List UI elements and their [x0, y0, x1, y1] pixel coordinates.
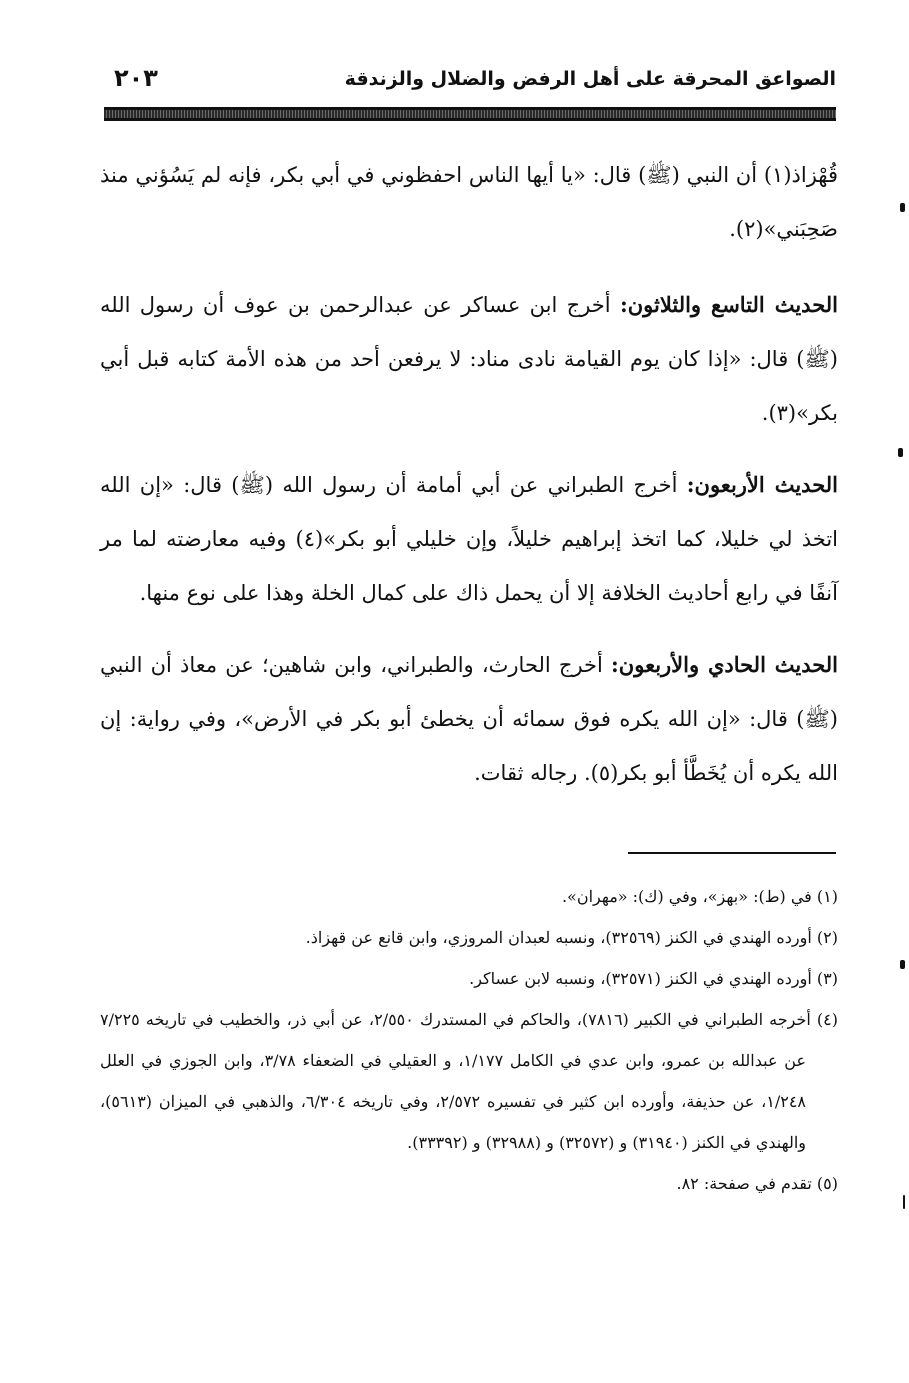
margin-mark	[900, 203, 905, 212]
hadith-heading: الحديث التاسع والثلاثون:	[619, 292, 838, 317]
footnote: (١) في (ط): «بهز»، وفي (ك): «مهران».	[561, 887, 838, 906]
paragraph	[100, 278, 838, 440]
footnote-separator	[628, 852, 836, 854]
paragraph	[100, 148, 838, 256]
footnote: (٤) أخرجه الطبراني في الكبير (٧٨١٦)، والحاكم في المستدرك ٢/٥٥٠، عن أبي ذر، والخطيب في تاريخه ٧/٢٢٥ عن عبدالله بن عمرو، وابن عدي في الكامل ١/١٧٧، و العقيلي في الضعفاء ٣/٧٨، وابن الجوزي في العلل ١/٢٤٨، عن حذيفة، وأورده ابن كثير في تفسيره ٢/٥٧٢، وفي تاريخه ٦/٣٠٤، والذهبي في الميزان (٥٦١٣)، والهندي في الكنز (٣١٩٤٠) و (٣٢٥٧٢) و (٣٢٩٨٨) و (٣٣٣٩٢).	[100, 1010, 838, 1152]
header-rule	[104, 107, 836, 121]
paragraph-text: أخرج ابن عساكر عن عبدالرحمن بن عوف أن رسول الله (ﷺ) قال: «إذا كان يوم القيامة نادى مناد: لا يرفعن أحد من هذه الأمة كتابه قبل أبي بكر»(٣).	[100, 293, 838, 425]
paragraph-text: أخرج الطبراني عن أبي أمامة أن رسول الله (ﷺ) قال: «إن الله اتخذ لي خليلا، كما اتخذ إبراهيم خليلاً، وإن خليلي أبو بكر»(٤) وفيه معارضته لما مر آنفًا في رابع أحاديث الخلافة إلا أن يحمل ذاك على كمال الخلة وهذا على نوع منها.	[100, 473, 838, 605]
footnotes	[100, 876, 838, 1204]
page-header	[104, 64, 836, 98]
paragraph	[100, 458, 838, 620]
paragraph-text: قُهْزاذ(١) أن النبي (ﷺ) قال: «يا أيها الناس احفظوني في أبي بكر، فإنه لم يَسُؤني منذ صَحِبَني»(٢).	[100, 163, 838, 241]
running-title: الصواعق المحرقة على أهل الرفض والضلال والزندقة	[344, 68, 836, 90]
paragraph-text: أخرج الحارث، والطبراني، وابن شاهين؛ عن معاذ أن النبي (ﷺ) قال: «إن الله يكره فوق سمائه أن يخطئ أبو بكر في الأرض»، وفي رواية: إن الله يكره أن يُخَطَّأ أبو بكر(٥). رجاله ثقات.	[100, 653, 838, 785]
margin-mark	[900, 960, 905, 969]
hadith-heading: الحديث الحادي والأربعون:	[611, 652, 839, 677]
margin-mark	[898, 448, 903, 457]
paragraph	[100, 638, 838, 800]
margin-mark	[903, 1195, 905, 1209]
footnote: (٢) أورده الهندي في الكنز (٣٢٥٦٩)، ونسبه لعبدان المروزي، وابن قانع عن قهزاذ.	[305, 928, 838, 947]
page-number: ٢٠٣	[114, 64, 158, 92]
hadith-heading: الحديث الأربعون:	[686, 472, 838, 497]
main-text	[100, 148, 838, 818]
footnote: (٥) تقدم في صفحة: ٨٢.	[676, 1174, 838, 1193]
footnote: (٣) أورده الهندي في الكنز (٣٢٥٧١)، ونسبه لابن عساكر.	[469, 969, 838, 988]
